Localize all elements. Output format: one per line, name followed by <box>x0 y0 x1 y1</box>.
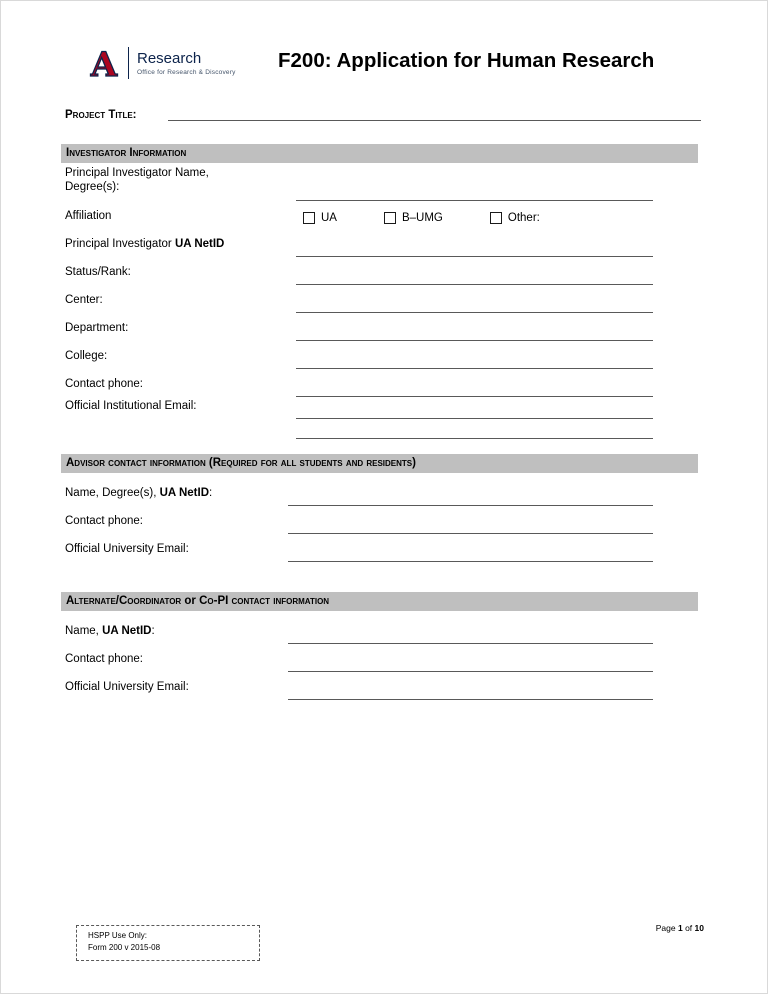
section-header-alternate <box>61 592 698 611</box>
form-row <box>61 201 698 229</box>
alt-email-input[interactable] <box>288 686 653 700</box>
advisor-email-label: Official University Email: <box>65 543 189 555</box>
advisor-email-input[interactable] <box>288 548 653 562</box>
label-text-bold: UA NetID <box>159 487 210 499</box>
page-of: of <box>685 923 693 933</box>
page-total: 10 <box>694 923 704 933</box>
label-text-bold: UA NetID <box>102 625 152 637</box>
center-label: Center: <box>65 294 103 306</box>
ua-block-a-icon <box>86 45 122 81</box>
document-title: F200: Application for Human Research <box>278 49 655 72</box>
advisor-phone-label: Contact phone: <box>65 515 144 527</box>
alt-name-input[interactable] <box>288 630 653 644</box>
form-row <box>61 672 698 700</box>
form-row <box>61 419 698 439</box>
form-row <box>61 341 698 369</box>
project-title-row <box>65 101 701 123</box>
label-text: Name, <box>65 625 103 637</box>
section-header-investigator <box>61 144 698 163</box>
form-row <box>61 285 698 313</box>
affiliation-option-ua[interactable] <box>303 212 337 224</box>
form-row <box>61 506 698 534</box>
alt-phone-input[interactable] <box>288 658 653 672</box>
institutional-email-line2[interactable] <box>296 425 653 439</box>
page-current: 1 <box>677 923 683 933</box>
form-row <box>61 257 698 285</box>
pi-name-degrees-label <box>65 166 209 194</box>
alt-name-label <box>65 625 155 637</box>
project-title-label: Project Title: <box>65 109 137 121</box>
affiliation-option-bumg[interactable] <box>384 212 443 224</box>
checkbox-other-icon[interactable] <box>490 212 502 224</box>
section-advisor <box>61 454 698 562</box>
form-row <box>61 229 698 257</box>
logo-text <box>137 51 236 76</box>
checkbox-other-label: Other: <box>507 212 540 224</box>
section-investigator <box>61 144 698 439</box>
label-text: : <box>209 487 213 499</box>
section-title-part: Co-PI contact information <box>195 595 330 607</box>
hspp-use-only-box <box>76 925 260 961</box>
hspp-line1: HSPP Use Only: <box>88 931 147 940</box>
advisor-name-input[interactable] <box>288 492 653 506</box>
form-row <box>61 397 698 419</box>
page-number <box>656 923 704 933</box>
status-rank-label: Status/Rank: <box>65 266 131 278</box>
svg-text:A: A <box>90 45 118 81</box>
institutional-email-input[interactable] <box>296 405 653 419</box>
center-input[interactable] <box>296 299 653 313</box>
section-title-part: Alternate/Coordinator <box>66 595 185 607</box>
pi-netid-input[interactable] <box>296 243 653 257</box>
section-title <box>66 595 329 607</box>
form-row <box>61 163 698 201</box>
advisor-phone-input[interactable] <box>288 520 653 534</box>
status-rank-input[interactable] <box>296 271 653 285</box>
section-header-advisor <box>61 454 698 473</box>
section-title-or: or <box>184 595 196 607</box>
form-row <box>61 644 698 672</box>
form-row <box>61 473 698 506</box>
form-row <box>61 534 698 562</box>
section-title: Investigator Information <box>66 147 187 159</box>
logo-divider <box>128 47 129 79</box>
logo-brand: Research <box>137 49 202 67</box>
advisor-name-label <box>65 487 212 499</box>
form-row <box>61 313 698 341</box>
ua-research-logo <box>86 45 236 81</box>
form-row <box>61 369 698 397</box>
checkbox-bumg-icon[interactable] <box>384 212 396 224</box>
department-label: Department: <box>65 322 129 334</box>
department-input[interactable] <box>296 327 653 341</box>
project-title-input[interactable] <box>168 106 701 121</box>
pi-name-degrees-input[interactable] <box>296 187 653 201</box>
affiliation-label: Affiliation <box>65 210 112 222</box>
alt-phone-label: Contact phone: <box>65 653 144 665</box>
label-text-bold: UA NetID <box>174 238 225 250</box>
institutional-email-label: Official Institutional Email: <box>65 400 197 412</box>
section-title: Advisor contact information (Required for all students and residents) <box>66 457 416 469</box>
pi-contact-phone-input[interactable] <box>296 383 653 397</box>
pi-netid-label <box>65 238 224 250</box>
label-text: Degree(s): <box>65 181 120 193</box>
label-text: Principal Investigator Name, <box>65 167 209 179</box>
hspp-line2: Form 200 v 2015-08 <box>88 943 161 952</box>
alt-email-label: Official University Email: <box>65 681 189 693</box>
form-row <box>61 611 698 644</box>
section-alternate <box>61 592 698 700</box>
affiliation-option-other[interactable] <box>490 212 540 224</box>
pi-contact-phone-label: Contact phone: <box>65 378 144 390</box>
logo-subtitle: Office for Research & Discovery <box>137 68 236 76</box>
checkbox-bumg-label: B–UMG <box>401 212 443 224</box>
label-text: Principal Investigator <box>65 238 175 250</box>
college-label: College: <box>65 350 108 362</box>
college-input[interactable] <box>296 355 653 369</box>
affiliation-options <box>296 212 653 224</box>
page-prefix: Page <box>655 923 676 933</box>
label-text: Name, Degree(s), <box>65 487 160 499</box>
label-text: : <box>151 625 155 637</box>
checkbox-ua-icon[interactable] <box>303 212 315 224</box>
checkbox-ua-label: UA <box>321 212 337 224</box>
